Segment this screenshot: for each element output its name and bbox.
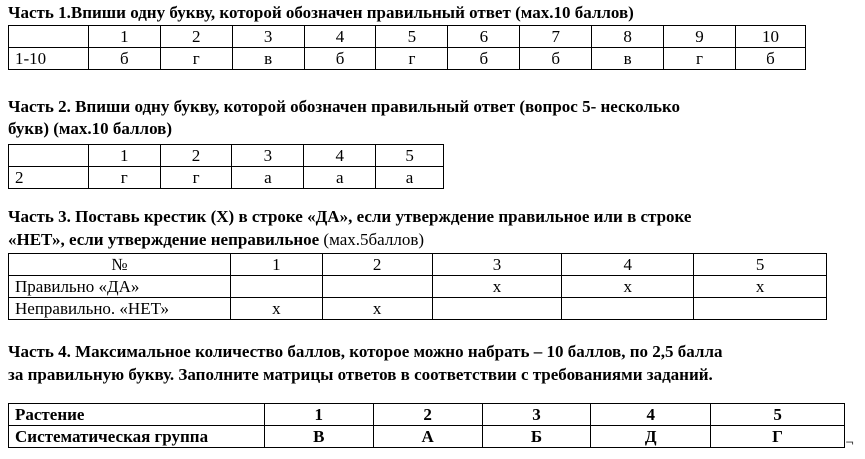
table-cell: 2 [373,404,482,426]
table-cell: 2 [160,26,232,48]
table-header-row [9,254,827,276]
table-cell: г [664,48,736,70]
table-cell: 5 [711,404,845,426]
table-cell: 1 [88,145,160,167]
table-header-row [9,404,845,426]
table-cell: б [448,48,520,70]
table-cell: в [232,48,304,70]
table-cell: х [562,276,694,298]
part2-table [8,144,444,189]
table-cell: 5 [376,145,444,167]
table-header-row [9,145,444,167]
table-cell: 5 [376,26,448,48]
table-cell: б [304,48,376,70]
table-cell: Д [591,426,711,448]
table-cell: х [322,298,432,320]
part4-heading-line1: Часть 4. Максимальное количество баллов, которое можно набрать – 10 баллов, по 2,5 балла [8,342,723,361]
table-cell: г [376,48,448,70]
table-cell: 6 [448,26,520,48]
table-cell: № [9,254,231,276]
table-cell: 4 [591,404,711,426]
table-cell: б [88,48,160,70]
table-cell: 3 [482,404,591,426]
table-cell: б [520,48,592,70]
table-cell: 2 [322,254,432,276]
part3-heading-normal: (мах.5баллов) [319,230,425,249]
table-cell: В [264,426,373,448]
table-row [9,298,827,320]
table-cell: б [735,48,805,70]
table-cell: х [694,276,827,298]
table-cell: 5 [694,254,827,276]
table-cell: а [304,167,376,189]
table-cell: Систематическая группа [9,426,265,448]
table-cell: 1 [264,404,373,426]
table-cell: в [592,48,664,70]
table-cell [694,298,827,320]
table-cell: 3 [232,145,304,167]
part4-heading-line2: за правильную букву. Заполните матрицы ответов в соответствии с требованиями заданий. [8,365,713,384]
table-cell: 1 [88,26,160,48]
part2-heading-line1: Часть 2. Впиши одну букву, которой обозначен правильный ответ (вопрос 5- несколько [8,97,681,116]
table-header-row [9,26,806,48]
table-cell: х [432,276,562,298]
table-cell: г [160,48,232,70]
table-cell: 10 [735,26,805,48]
table-cell: Б [482,426,591,448]
part1-table [8,25,806,70]
table-cell: а [232,167,304,189]
table-cell: 4 [562,254,694,276]
table-cell [562,298,694,320]
part3-heading-line1: Часть 3. Поставь крестик (Х) в строке «ДА», если утверждение правильное или в строке [8,207,692,226]
table-cell [322,276,432,298]
table-cell: 3 [232,26,304,48]
table-cell: 4 [304,26,376,48]
part1-heading: Часть 1.Впиши одну букву, которой обозначен правильный ответ (мах.10 баллов) [8,3,634,22]
table-cell: 1 [230,254,322,276]
table-row [9,167,444,189]
table-cell: 2 [160,145,232,167]
table-cell: Правильно «ДА» [9,276,231,298]
table-cell: Растение [9,404,265,426]
table-cell: 7 [520,26,592,48]
part3-heading-line2 [8,229,424,251]
table-cell: 8 [592,26,664,48]
table-row [9,276,827,298]
table-cell [432,298,562,320]
part2-heading-line2: букв) (мах.10 баллов) [8,119,173,138]
table-cell: а [376,167,444,189]
end-of-cell-mark: ¬ [845,436,855,449]
table-cell [9,26,89,48]
table-cell: г [160,167,232,189]
table-cell [9,145,89,167]
table-cell: 2 [9,167,89,189]
table-cell: А [373,426,482,448]
part3-table [8,253,827,320]
table-row [9,48,806,70]
table-row [9,426,845,448]
table-cell [230,276,322,298]
table-cell: 9 [664,26,736,48]
table-cell: х [230,298,322,320]
table-cell: 3 [432,254,562,276]
table-cell: Г [711,426,845,448]
table-cell: 4 [304,145,376,167]
table-cell: г [88,167,160,189]
part3-heading-bold: «НЕТ», если утверждение неправильное [8,230,320,249]
table-cell: 1-10 [9,48,89,70]
part4-table [8,403,845,448]
table-cell: Неправильно. «НЕТ» [9,298,231,320]
